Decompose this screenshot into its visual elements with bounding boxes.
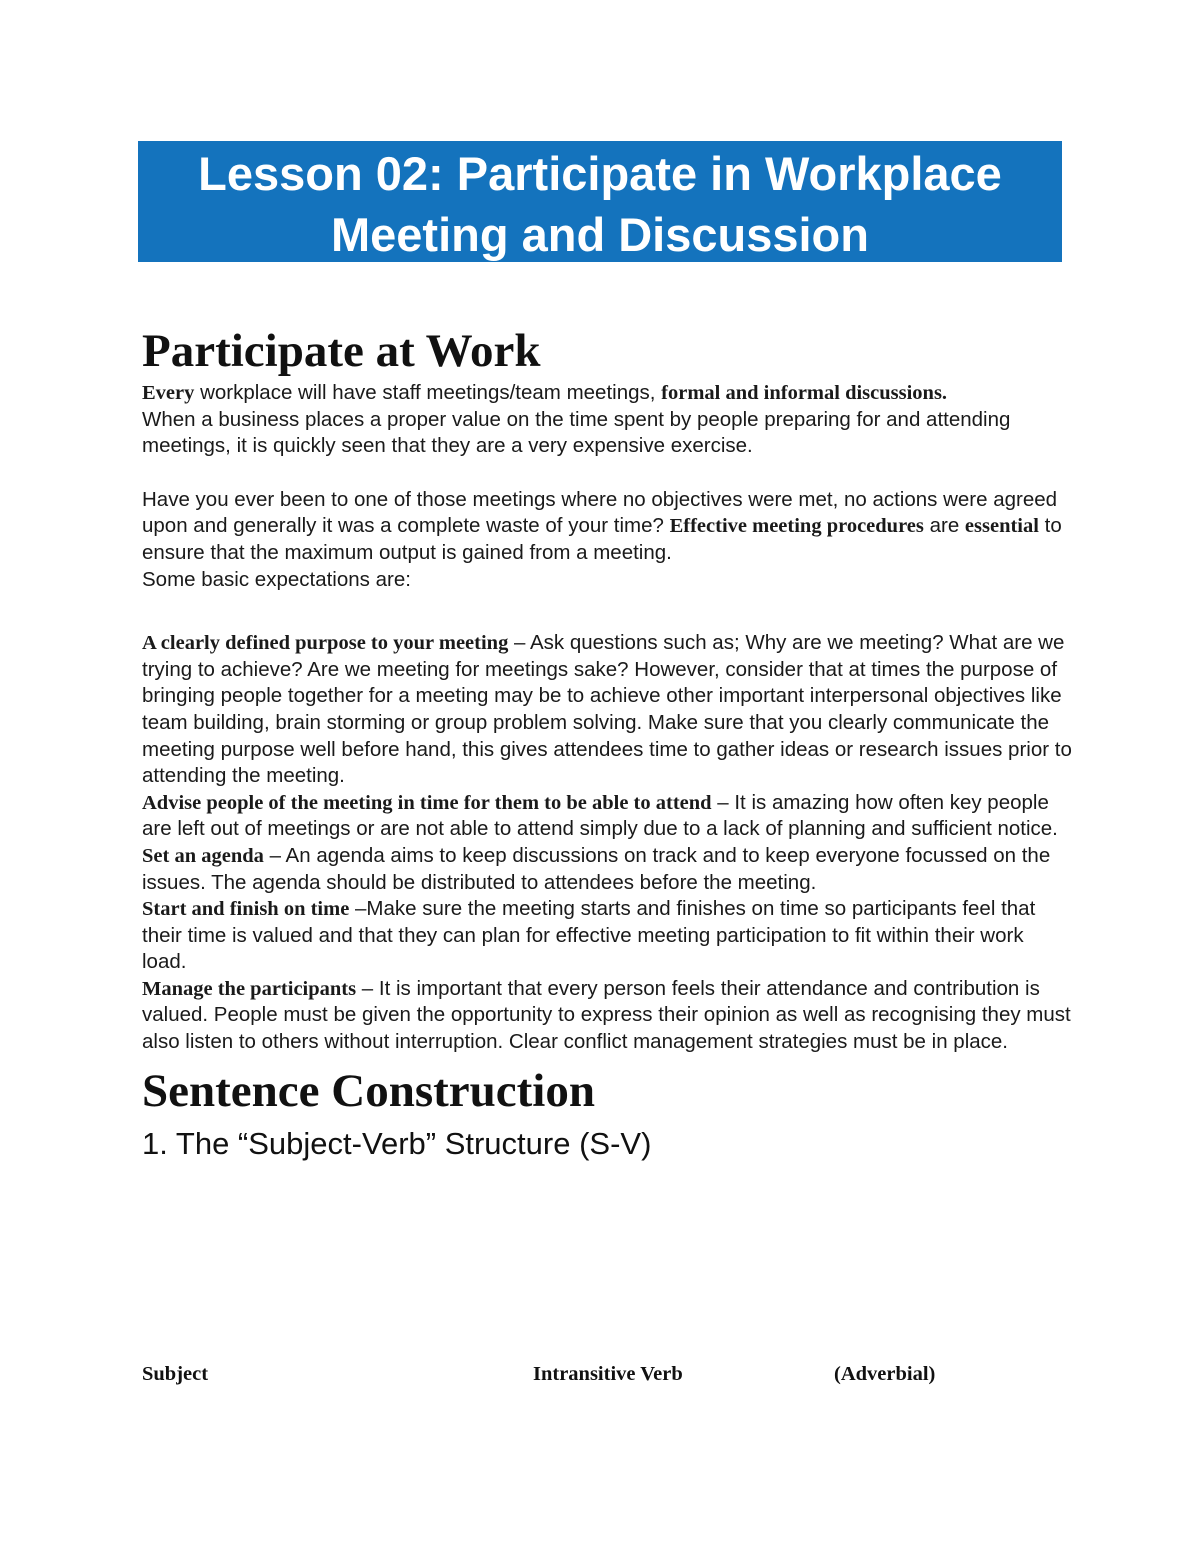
- intro-bold-every: Every: [142, 382, 195, 404]
- list-item: [142, 843, 1072, 896]
- subheading-subject-verb: 1. The “Subject-Verb” Structure (S-V): [142, 1125, 652, 1161]
- objectives-text-1: Have you ever been to one of those meetings where no objectives were met, no actions were agreed upon and generally it was a complete waste of your time?: [142, 487, 1058, 538]
- list-item: [142, 976, 1072, 1056]
- spacer: [142, 593, 1072, 630]
- list-item: [142, 630, 1072, 790]
- cost-paragraph: When a business places a proper value on the time spent by people preparing for and attending meetings, it is quickly seen that they are a very expensive exercise.: [142, 407, 1011, 458]
- item-title-time: Start and finish on time: [142, 898, 350, 921]
- item-text-participants: – It is important that every person feels their attendance and contribution is valued. People must be given the opportunity to express their opinion as well as recognising they must also listen to others without interruption. Clear conflict management strategies must be in place.: [142, 976, 1071, 1054]
- list-item: [142, 896, 1072, 976]
- item-title-advise: Advise people of the meeting in time for them to be able to attend: [142, 791, 712, 814]
- intro-paragraph: [142, 380, 1072, 407]
- document-body: [142, 322, 1072, 1164]
- lesson-title-banner: [138, 141, 1062, 262]
- objectives-bold-procedures: Effective meeting procedures: [669, 515, 924, 538]
- objectives-bold-essential: essential: [964, 515, 1039, 538]
- intro-bold-discussions: formal and informal discussions.: [661, 382, 948, 404]
- column-adverbial: (Adverbial): [834, 1363, 936, 1385]
- objectives-paragraph: [142, 487, 1072, 593]
- section-heading-participate: Participate at Work: [142, 325, 541, 377]
- item-text-time: –Make sure the meeting starts and finishes on time so participants feel that their time is valued and that they can plan for effective meeting participation to fit within their work load.: [142, 897, 1036, 974]
- item-text-purpose: – Ask questions such as; Why are we meeting? What are we trying to achieve? Are we meeting for meetings sake? However, consider that at times the purpose of bringing people together for a meeting may be to achieve other important interpersonal objectives like team building, brain storming or group problem solving. Make sure that you clearly communicate the meeting purpose well before hand, this gives attendees time to gather ideas or research issues prior to attending the meeting.: [142, 631, 1072, 788]
- item-text-advise: – It is amazing how often key people are left out of meetings or are not able to attend simply due to a lack of planning and sufficient notice.: [142, 790, 1058, 841]
- lesson-title-line-1: Lesson 02: Participate in Workplace: [198, 147, 1002, 200]
- item-text-agenda: – An agenda aims to keep discussions on track and to keep everyone focussed on the issues. The agenda should be distributed to attendees before the meeting.: [142, 843, 1051, 894]
- lesson-title-line-2: Meeting and Discussion: [331, 208, 869, 261]
- item-title-agenda: Set an agenda: [142, 844, 264, 867]
- item-title-purpose: A clearly defined purpose to your meeting: [142, 632, 509, 655]
- item-title-participants: Manage the participants: [142, 977, 357, 1000]
- section-heading-sentence: Sentence Construction: [142, 1064, 595, 1117]
- objectives-text-2: are: [923, 514, 965, 538]
- spacer: [142, 460, 1072, 487]
- column-subject: Subject: [142, 1363, 209, 1385]
- objectives-text-4: Some basic expectations are:: [142, 567, 411, 591]
- intro-text: workplace will have staff meetings/team meetings,: [194, 381, 662, 404]
- column-intransitive-verb: Intransitive Verb: [533, 1363, 683, 1385]
- objectives-text-3: to ensure that the maximum output is gained from a meeting.: [142, 514, 1062, 564]
- list-item: [142, 790, 1072, 843]
